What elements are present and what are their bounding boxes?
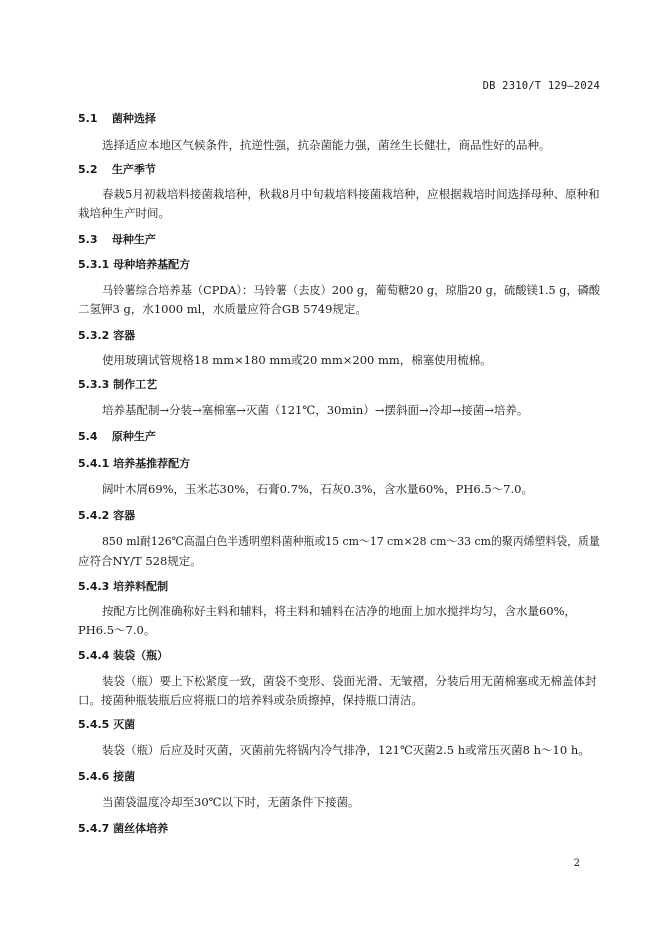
paragraph: 培养基配制→分装→塞棉塞→灭菌（121℃，30min）→摆斜面→冷却→接菌→培养。 <box>102 403 529 417</box>
paragraph-continuation: 栽培种生产时间。 <box>78 206 170 220</box>
subsection-heading: 5.4.7 菌丝体培养 <box>78 822 169 835</box>
paragraph: 阔叶木屑69%，玉米芯30%，石膏0.7%，石灰0.3%，含水量60%，PH6.5～7.0。 <box>102 482 533 496</box>
paragraph: 选择适应本地区气候条件，抗逆性强，抗杂菌能力强，菌丝生长健壮，商品性好的品种。 <box>102 138 551 152</box>
subsection-heading: 5.4.5 灭菌 <box>78 718 136 731</box>
paragraph: 装袋（瓶）要上下松紧度一致，菌袋不变形、袋面光滑、无皱褶，分装后用无菌棉塞或无棉盖体封 <box>102 674 597 688</box>
subsection-heading: 5.4.2 容器 <box>78 509 136 522</box>
subsection-heading: 5.4.4 装袋（瓶） <box>78 649 169 662</box>
section-heading: 5.3 母种生产 <box>78 233 156 246</box>
subsection-heading: 5.4.3 培养料配制 <box>78 580 169 593</box>
subsection-heading: 5.4.6 接菌 <box>78 770 136 783</box>
subsection-heading: 5.4.1 培养基推荐配方 <box>78 457 191 470</box>
paragraph-continuation: 口。接菌种瓶装瓶后应将瓶口的培养料或杂质擦掉，保持瓶口清洁。 <box>78 693 423 707</box>
paragraph: 850 ml耐126℃高温白色半透明塑料菌种瓶或15 cm～17 cm×28 cm～33 cm的聚丙烯塑料袋，质量 <box>102 534 600 548</box>
paragraph: 春栽5月初栽培料接菌栽培种，秋栽8月中旬栽培料接菌栽培种，应根据栽培时间选择母种、原种和 <box>102 187 600 201</box>
paragraph-continuation: 二氢钾3 g，水1000 ml，水质量应符合GB 5749规定。 <box>78 302 367 316</box>
document-code-header: DB 2310/T 129—2024 <box>482 80 600 92</box>
subsection-heading: 5.3.2 容器 <box>78 329 136 342</box>
page-number: 2 <box>573 858 580 869</box>
subsection-heading: 5.3.1 母种培养基配方 <box>78 258 191 271</box>
section-heading: 5.4 原种生产 <box>78 430 156 443</box>
paragraph-continuation: PH6.5～7.0。 <box>78 623 156 637</box>
paragraph: 当菌袋温度冷却至30℃以下时，无菌条件下接菌。 <box>102 795 360 809</box>
paragraph: 按配方比例准确称好主料和辅料，将主料和辅料在洁净的地面上加水搅拌均匀，含水量60%， <box>102 604 577 618</box>
paragraph: 使用玻璃试管规格18 mm×180 mm或20 mm×200 mm，棉塞使用梳棉。 <box>102 353 492 367</box>
paragraph-continuation: 应符合NY/T 528规定。 <box>78 554 202 568</box>
subsection-heading: 5.3.3 制作工艺 <box>78 378 158 391</box>
section-heading: 5.2 生产季节 <box>78 163 156 176</box>
section-heading: 5.1 菌种选择 <box>78 112 156 125</box>
paragraph: 马铃薯综合培养基（CPDA）：马铃薯（去皮）200 g，葡萄糖20 g，琼脂20 g，硫酸镁1.5 g，磷酸 <box>102 283 601 297</box>
paragraph: 装袋（瓶）后应及时灭菌，灭菌前先将锅内冷气排净，121℃灭菌2.5 h或常压灭菌8 h～10 h。 <box>102 743 590 757</box>
